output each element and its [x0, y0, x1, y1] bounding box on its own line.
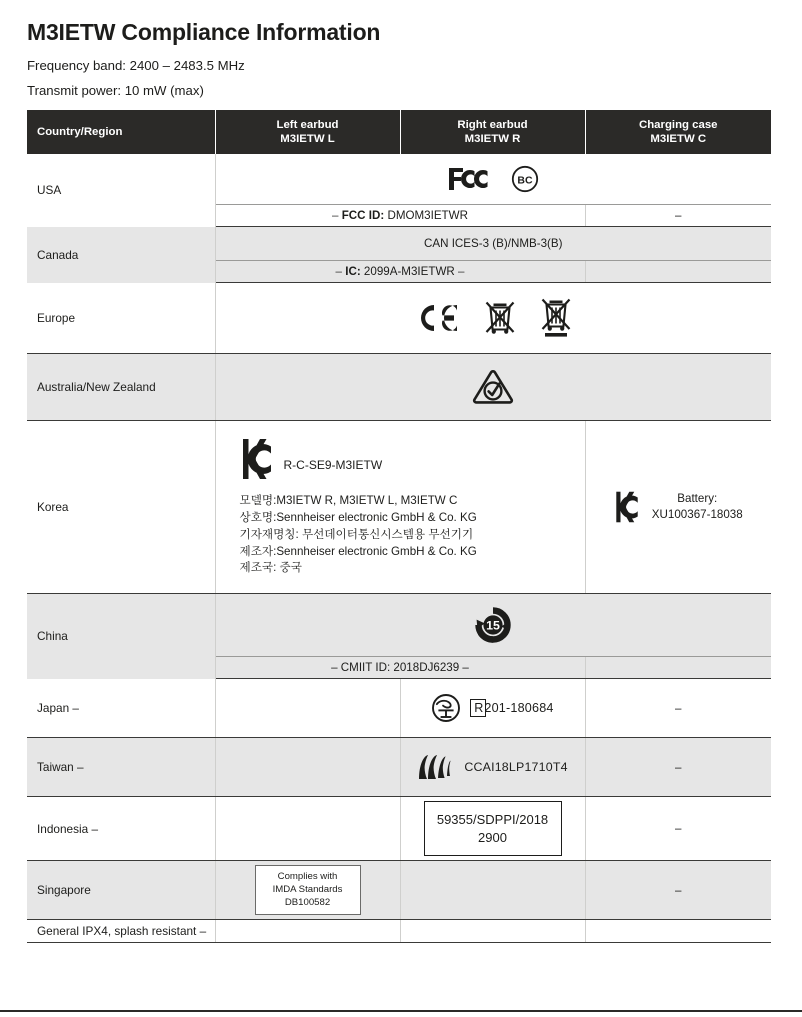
- fcc-id-value: DMOM3IETWR: [387, 209, 468, 223]
- fcc-id-dash-left: –: [332, 209, 342, 223]
- table-row-australia-new-zealand: [27, 354, 771, 421]
- usa-fcc-id-cell: [215, 205, 585, 227]
- taiwan-charging-case-cell: –: [585, 738, 771, 797]
- table-header: [27, 110, 771, 155]
- canada-ices-cell: [215, 227, 771, 261]
- row-label-japan: Japan –: [27, 679, 215, 738]
- bc-icon: [511, 165, 539, 193]
- fcc-icon: [447, 166, 489, 192]
- canada-charging-case-cell: [585, 261, 771, 283]
- korea-battery-label: Battery:: [677, 491, 718, 505]
- table-row-usa-logos: [27, 154, 771, 205]
- ncc-mark-icon: [417, 752, 451, 782]
- column-header-country: Country/Region: [27, 110, 215, 155]
- row-label-china: China: [27, 594, 215, 679]
- page-bottom-rule: [0, 1010, 802, 1012]
- taiwan-ncc-id: CCAI18LP1710T4: [464, 760, 568, 775]
- japan-id-rest: 201-180684: [484, 701, 554, 716]
- charging-case-title: Charging case: [639, 118, 718, 131]
- rcm-mark-icon: [471, 368, 515, 406]
- compliance-table: [27, 110, 771, 944]
- column-header-left-earbud: [215, 110, 400, 155]
- china-logo-group: [222, 598, 766, 652]
- china-cmiit-text: – CMIIT ID: 2018DJ6239 –: [331, 661, 469, 675]
- page-title: M3IETW Compliance Information: [27, 19, 381, 45]
- korea-battery-group: [592, 482, 766, 532]
- canada-ic-cell: [215, 261, 585, 283]
- fcc-id-label: FCC ID:: [341, 209, 385, 223]
- ce-mark-icon: [415, 303, 459, 333]
- row-label-taiwan: Taiwan –: [27, 738, 215, 797]
- table-row-taiwan: [27, 738, 771, 797]
- weee-bin-icon: [485, 301, 515, 335]
- singapore-left-earbud-cell: [215, 861, 400, 920]
- right-earbud-title: Right earbud: [457, 118, 528, 131]
- europe-logo-group: [222, 287, 766, 349]
- singapore-imda-box: [255, 865, 361, 915]
- singapore-box-line1: Complies with: [277, 871, 338, 883]
- row-label-europe: Europe: [27, 283, 215, 354]
- table-row-china-logo: [27, 594, 771, 657]
- korea-charging-case-cell: [585, 421, 771, 594]
- transmit-power-text: Transmit power: 10 mW (max): [27, 82, 204, 98]
- japan-boxed-letter: R: [470, 699, 486, 717]
- korea-line-model: 모델명:M3IETW R, M3IETW L, M3IETW C: [239, 494, 458, 508]
- row-label-australia-new-zealand: Australia/New Zealand: [27, 354, 215, 421]
- ic-dash-left: –: [335, 265, 346, 279]
- left-earbud-model: M3IETW L: [280, 132, 335, 145]
- table-row-japan: [27, 679, 771, 738]
- korea-kc-row: [240, 437, 579, 481]
- usa-logos-cell: [215, 154, 771, 205]
- column-header-charging-case: [585, 110, 771, 155]
- taiwan-left-earbud-cell: [215, 738, 400, 797]
- japan-id-text: [470, 699, 553, 717]
- japan-left-earbud-cell: [215, 679, 400, 738]
- china-cmiit-cell: [215, 657, 585, 679]
- svg-text:BC: BC: [517, 174, 533, 187]
- table-row-korea: [27, 421, 771, 594]
- row-label-general: General IPX4, splash resistant –: [27, 920, 215, 943]
- svg-text:15: 15: [486, 618, 501, 633]
- ic-line: [222, 265, 579, 278]
- korea-detail-lines: [240, 493, 579, 577]
- japan-charging-case-cell: –: [585, 679, 771, 738]
- ic-label: IC:: [345, 265, 361, 279]
- korea-line-country: 제조국: 중국: [239, 561, 302, 575]
- right-earbud-model: M3IETW R: [464, 132, 521, 145]
- table-row-general: [27, 920, 771, 943]
- korea-kc-code: R-C-SE9-M3IETW: [283, 458, 383, 473]
- giteki-mark-icon: [431, 693, 461, 723]
- korea-battery-text: [652, 491, 743, 523]
- general-right-earbud-cell: [400, 920, 585, 943]
- taiwan-right-earbud-cell: [400, 738, 585, 797]
- taiwan-mark-group: [407, 742, 579, 792]
- japan-mark-group: [407, 683, 579, 733]
- china-logo-cell: [215, 594, 771, 657]
- korea-line-equipment: 기자재명칭: 무선데이터통신시스템용 무선기기: [239, 527, 474, 541]
- page-content: [27, 20, 771, 943]
- korea-content: [222, 425, 579, 589]
- indonesia-sdppi-box: [424, 801, 562, 856]
- anz-logo-cell: [215, 354, 771, 421]
- kc-mark-icon-case: [614, 490, 640, 524]
- singapore-right-earbud-cell: [400, 861, 585, 920]
- singapore-box-line2: IMDA Standards: [272, 883, 343, 895]
- charging-case-model: M3IETW C: [650, 132, 707, 145]
- europe-logos-cell: [215, 283, 771, 354]
- table-row-canada-ices: [27, 227, 771, 261]
- left-earbud-title: Left earbud: [276, 118, 339, 131]
- indonesia-box-line1: 59355/SDPPI/2018: [436, 812, 549, 828]
- weee-bin-bar-icon: [541, 298, 571, 338]
- table-row-indonesia: [27, 797, 771, 861]
- canada-ices-text: CAN ICES-3 (B)/NMB-3(B): [424, 237, 563, 251]
- fcc-id-line: [222, 209, 579, 222]
- indonesia-left-earbud-cell: [215, 797, 400, 861]
- table-header-row: [27, 110, 771, 155]
- general-charging-case-cell: [585, 920, 771, 943]
- indonesia-box-line2: 2900: [478, 829, 507, 845]
- usa-logo-group: [222, 158, 766, 200]
- general-left-earbud-cell: [215, 920, 400, 943]
- korea-main-cell: [215, 421, 585, 594]
- china-charging-case-cell: [585, 657, 771, 679]
- korea-line-company: 상호명:Sennheiser electronic GmbH & Co. KG: [239, 511, 477, 524]
- kc-mark-icon: [240, 437, 274, 481]
- usa-charging-case-cell: –: [585, 205, 771, 227]
- epup-mark-icon: [474, 606, 512, 644]
- korea-line-manufacturer: 제조자:Sennheiser electronic GmbH & Co. KG: [239, 544, 477, 558]
- japan-right-earbud-cell: [400, 679, 585, 738]
- column-header-right-earbud: [400, 110, 585, 155]
- row-label-usa: USA: [27, 154, 215, 227]
- singapore-box-line3: DB100582: [284, 896, 331, 908]
- row-label-canada: Canada: [27, 227, 215, 283]
- ic-value: 2099A-M3IETWR: [363, 265, 455, 279]
- table-row-europe: [27, 283, 771, 354]
- row-label-singapore: Singapore: [27, 861, 215, 920]
- row-label-indonesia: Indonesia –: [27, 797, 215, 861]
- anz-logo-group: [222, 358, 766, 416]
- indonesia-charging-case-cell: –: [585, 797, 771, 861]
- row-label-korea: Korea: [27, 421, 215, 594]
- singapore-charging-case-cell: –: [585, 861, 771, 920]
- korea-battery-value: XU100367-18038: [651, 508, 743, 522]
- ic-dash-right: –: [454, 265, 465, 279]
- indonesia-right-earbud-cell: [400, 797, 585, 861]
- table-body: [27, 154, 771, 943]
- table-row-singapore: [27, 861, 771, 920]
- frequency-band-text: Frequency band: 2400 – 2483.5 MHz: [27, 58, 245, 74]
